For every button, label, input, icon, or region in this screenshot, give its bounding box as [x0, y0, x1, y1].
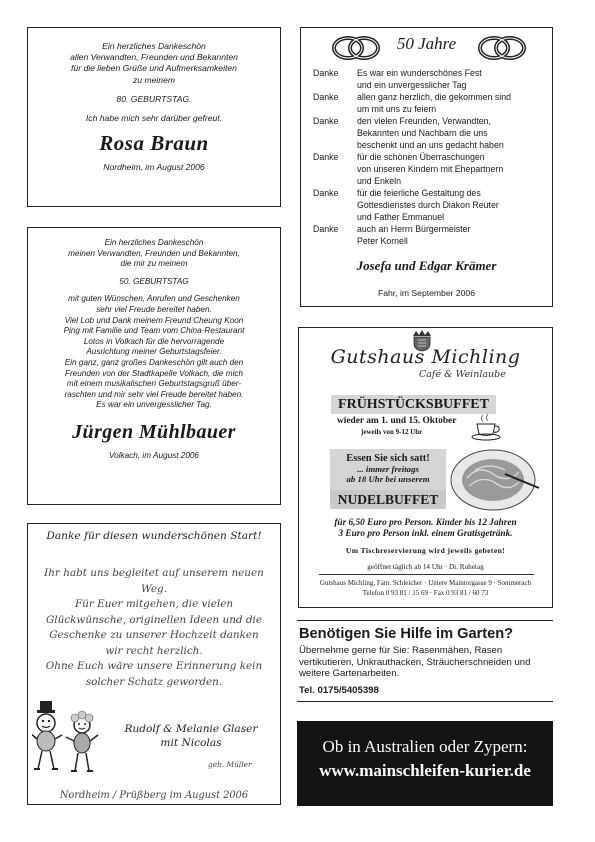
row-line: und Father Emmanuel — [357, 211, 445, 222]
table-row — [313, 68, 511, 92]
occasion: 50. GEBURTSTAG — [119, 276, 189, 286]
row-line: für die schönen Überraschungen — [357, 152, 485, 163]
phone: Telefon 0 93 81 / 15 69 · Fax 0 93 81 / 60 73 — [362, 589, 489, 597]
body-line: Ohne Euch wäre unsere Erinnerung kein — [45, 660, 263, 672]
ad-banner — [297, 721, 553, 806]
card-header — [301, 34, 552, 64]
address: Gutshaus Michling, Fam. Schleicher · Untere Maintorgasse 9 · Sommerach — [319, 579, 532, 587]
wedding-rings-icon — [477, 34, 527, 62]
place-date: Nordheim / Prüßberg im August 2006 — [59, 790, 249, 801]
body-line: Ping mit Familie und Team vom China-Restaurant — [63, 326, 245, 336]
row-line: beschenkt und an uns gedacht haben — [357, 139, 504, 150]
body-line: mit einem musikalischen Geburtstagsgruß über- — [66, 379, 242, 389]
maiden-name: geb. Müller — [208, 760, 252, 769]
card-heading: Danke für diesen wunderschönen Start! — [46, 530, 262, 542]
row-key: Danke — [313, 116, 339, 127]
brand-subtitle: Café & Weinlaube — [419, 369, 506, 380]
row-line: allen ganz herzlich, die gekommen sind — [357, 92, 512, 103]
row-line: Bekannten und Nachbarn die uns — [357, 127, 488, 138]
row-value — [357, 92, 511, 116]
body-line: Ihr habt uns begleitet auf unserem neuen — [44, 567, 264, 579]
card-title: 50 Jahre — [396, 34, 457, 53]
body-line: sehr viel Freude bereitet haben. — [96, 304, 212, 314]
body-line: raschten und mir sehr viel Freude bereitet haben. — [64, 389, 244, 399]
row-line: Peter Kornell — [357, 235, 408, 246]
row-line: Es war ein wunderschönes Fest — [357, 68, 482, 78]
banner-url[interactable]: www.mainschleifen-kurier.de — [319, 761, 531, 780]
table-row — [313, 116, 511, 152]
card-line: Ein herzliches Dankeschön — [102, 41, 206, 51]
card-line: zu meinem — [132, 74, 176, 85]
ad-heading: Benötigen Sie Hilfe im Garten? — [299, 626, 514, 642]
card-anniversary — [300, 27, 553, 307]
row-key: Danke — [313, 68, 339, 78]
card-line: für die lieben Grüße und Aufmerksamkeiten — [71, 63, 237, 74]
banner-line: Ob in Australien oder Zypern: — [322, 737, 528, 756]
body-line: Freunden von der Stadtkapelle Volkach, die mich — [64, 368, 244, 378]
thanks-table — [313, 68, 511, 248]
place-date: Nordheim, im August 2006 — [103, 162, 205, 173]
signature: Rosa Braun — [99, 131, 209, 156]
body-line: Geschenke zu unserer Hochzeit danken — [49, 629, 259, 641]
body-line: Es war ein unvergesslicher Tag. — [96, 400, 212, 410]
row-value — [357, 68, 511, 92]
body-line: Ein ganz, ganz großes Dankeschön gilt auch den — [64, 357, 244, 367]
table-row — [313, 224, 511, 248]
occasion: 80. GEBURTSTAG. — [116, 93, 192, 104]
row-line: den vielen Freunden, Verwandten, — [357, 116, 492, 127]
nudel-banner: NUDELBUFFET — [330, 490, 446, 509]
essen-sub: ... immer freitags — [357, 464, 419, 474]
body-line: Weg. — [141, 582, 167, 595]
body-line: mit guten Wünschen, Anrufen und Geschenken — [68, 294, 240, 304]
price-line: für 6,50 Euro pro Person. Kinder bis 12 Jahren — [334, 518, 517, 528]
address-block — [299, 578, 552, 598]
row-key: Danke — [313, 223, 339, 234]
ad-text: Übernehme gerne für Sie: Rasenmähen, Rasen vertikutieren, Unkrauthacken, Sträucherschneiden und weitere Gartenarbeiten. — [299, 645, 531, 680]
ad-phone: Tel. 0175/5405398 — [299, 685, 379, 696]
row-line: und Enkeln — [357, 175, 402, 186]
table-row — [313, 188, 511, 224]
row-line: um mit uns zu feiern — [357, 103, 437, 114]
couple-illustration-icon — [32, 699, 104, 779]
body-line: Ausrichtung meiner Geburtstagsfeier. — [86, 347, 222, 357]
reservation-note: Um Tischreservierung wird jeweils gebeten! — [345, 546, 506, 555]
table-row — [313, 92, 511, 116]
row-value — [357, 152, 511, 188]
row-value — [357, 224, 511, 248]
divider — [319, 574, 534, 575]
card-line: allen Verwandten, Freunden und Bekannten — [70, 52, 238, 63]
card-rosa-braun — [27, 27, 281, 207]
card-line: meinen Verwandten, Freunden und Bekannten, — [68, 248, 240, 258]
row-line: und ein unvergesslicher Tag — [357, 79, 467, 90]
ad-gutshaus — [298, 327, 553, 608]
body-line: solcher Schatz geworden. — [85, 675, 223, 688]
row-key: Danke — [313, 187, 339, 198]
row-value — [357, 188, 511, 224]
signature: Josefa und Edgar Krämer — [356, 258, 497, 273]
essen-sub: ab 18 Uhr bei unserem — [346, 474, 430, 484]
card-body — [28, 566, 280, 690]
couple-names — [106, 722, 276, 750]
brand-name: Gutshaus Michling — [330, 346, 521, 368]
row-value — [357, 116, 511, 152]
row-key: Danke — [313, 152, 339, 163]
body-line: Lotos in Volkach für die hervorragende — [83, 336, 225, 346]
row-line: von unseren Kindern mit Ehepartnern — [357, 163, 504, 174]
row-line: Gottesdienstes durch Diakon Reuter — [357, 199, 499, 210]
pasta-plate-icon — [449, 444, 541, 512]
card-line: die mir zu meinem — [120, 259, 188, 269]
fruehstueck-dates: wieder am 1. und 15. Oktober — [337, 416, 457, 426]
price-line: 3 Euro pro Person inkl. einem Gratisgetränk. — [338, 529, 513, 539]
body-line: Für Euer mitgehen, die vielen — [74, 598, 234, 610]
thanks-line: Ich habe mich sehr darüber gefreut. — [85, 113, 223, 124]
row-line: für die feierliche Gestaltung des — [357, 187, 481, 198]
fruehstueck-time: jeweils von 9-12 Uhr — [361, 428, 423, 436]
body-line: Glückwünsche, originellen Ideen und die — [46, 613, 262, 626]
place-date: Fahr, im September 2006 — [378, 288, 475, 298]
row-line: auch an Herrn Bürgermeister — [357, 223, 471, 234]
body-line: wir recht herzlich. — [105, 644, 203, 657]
card-wedding-thanks — [27, 523, 281, 805]
names-line: mit Nicolas — [160, 737, 222, 749]
opening-hours: geöffnet täglich ab 14 Uhr · Di. Ruhetag — [367, 563, 484, 571]
row-key: Danke — [313, 92, 339, 103]
fruehstueck-banner: FRÜHSTÜCKSBUFFET — [331, 395, 496, 414]
card-juergen-muehlbauer — [27, 227, 281, 505]
signature: Jürgen Mühlbauer — [72, 420, 236, 443]
card-line: Ein herzliches Dankeschön — [104, 238, 204, 247]
body-line: Viel Lob und Dank meinem Freund Cheung Koon — [64, 315, 244, 325]
ad-garden — [297, 620, 553, 702]
names-line: Rudolf & Melanie Glaser — [124, 723, 258, 735]
table-row — [313, 152, 511, 188]
place-date: Volkach, im August 2006 — [109, 450, 199, 460]
price-info — [299, 518, 552, 540]
essen-title: Essen Sie sich satt! — [346, 453, 430, 464]
coffee-cup-icon — [471, 412, 505, 442]
